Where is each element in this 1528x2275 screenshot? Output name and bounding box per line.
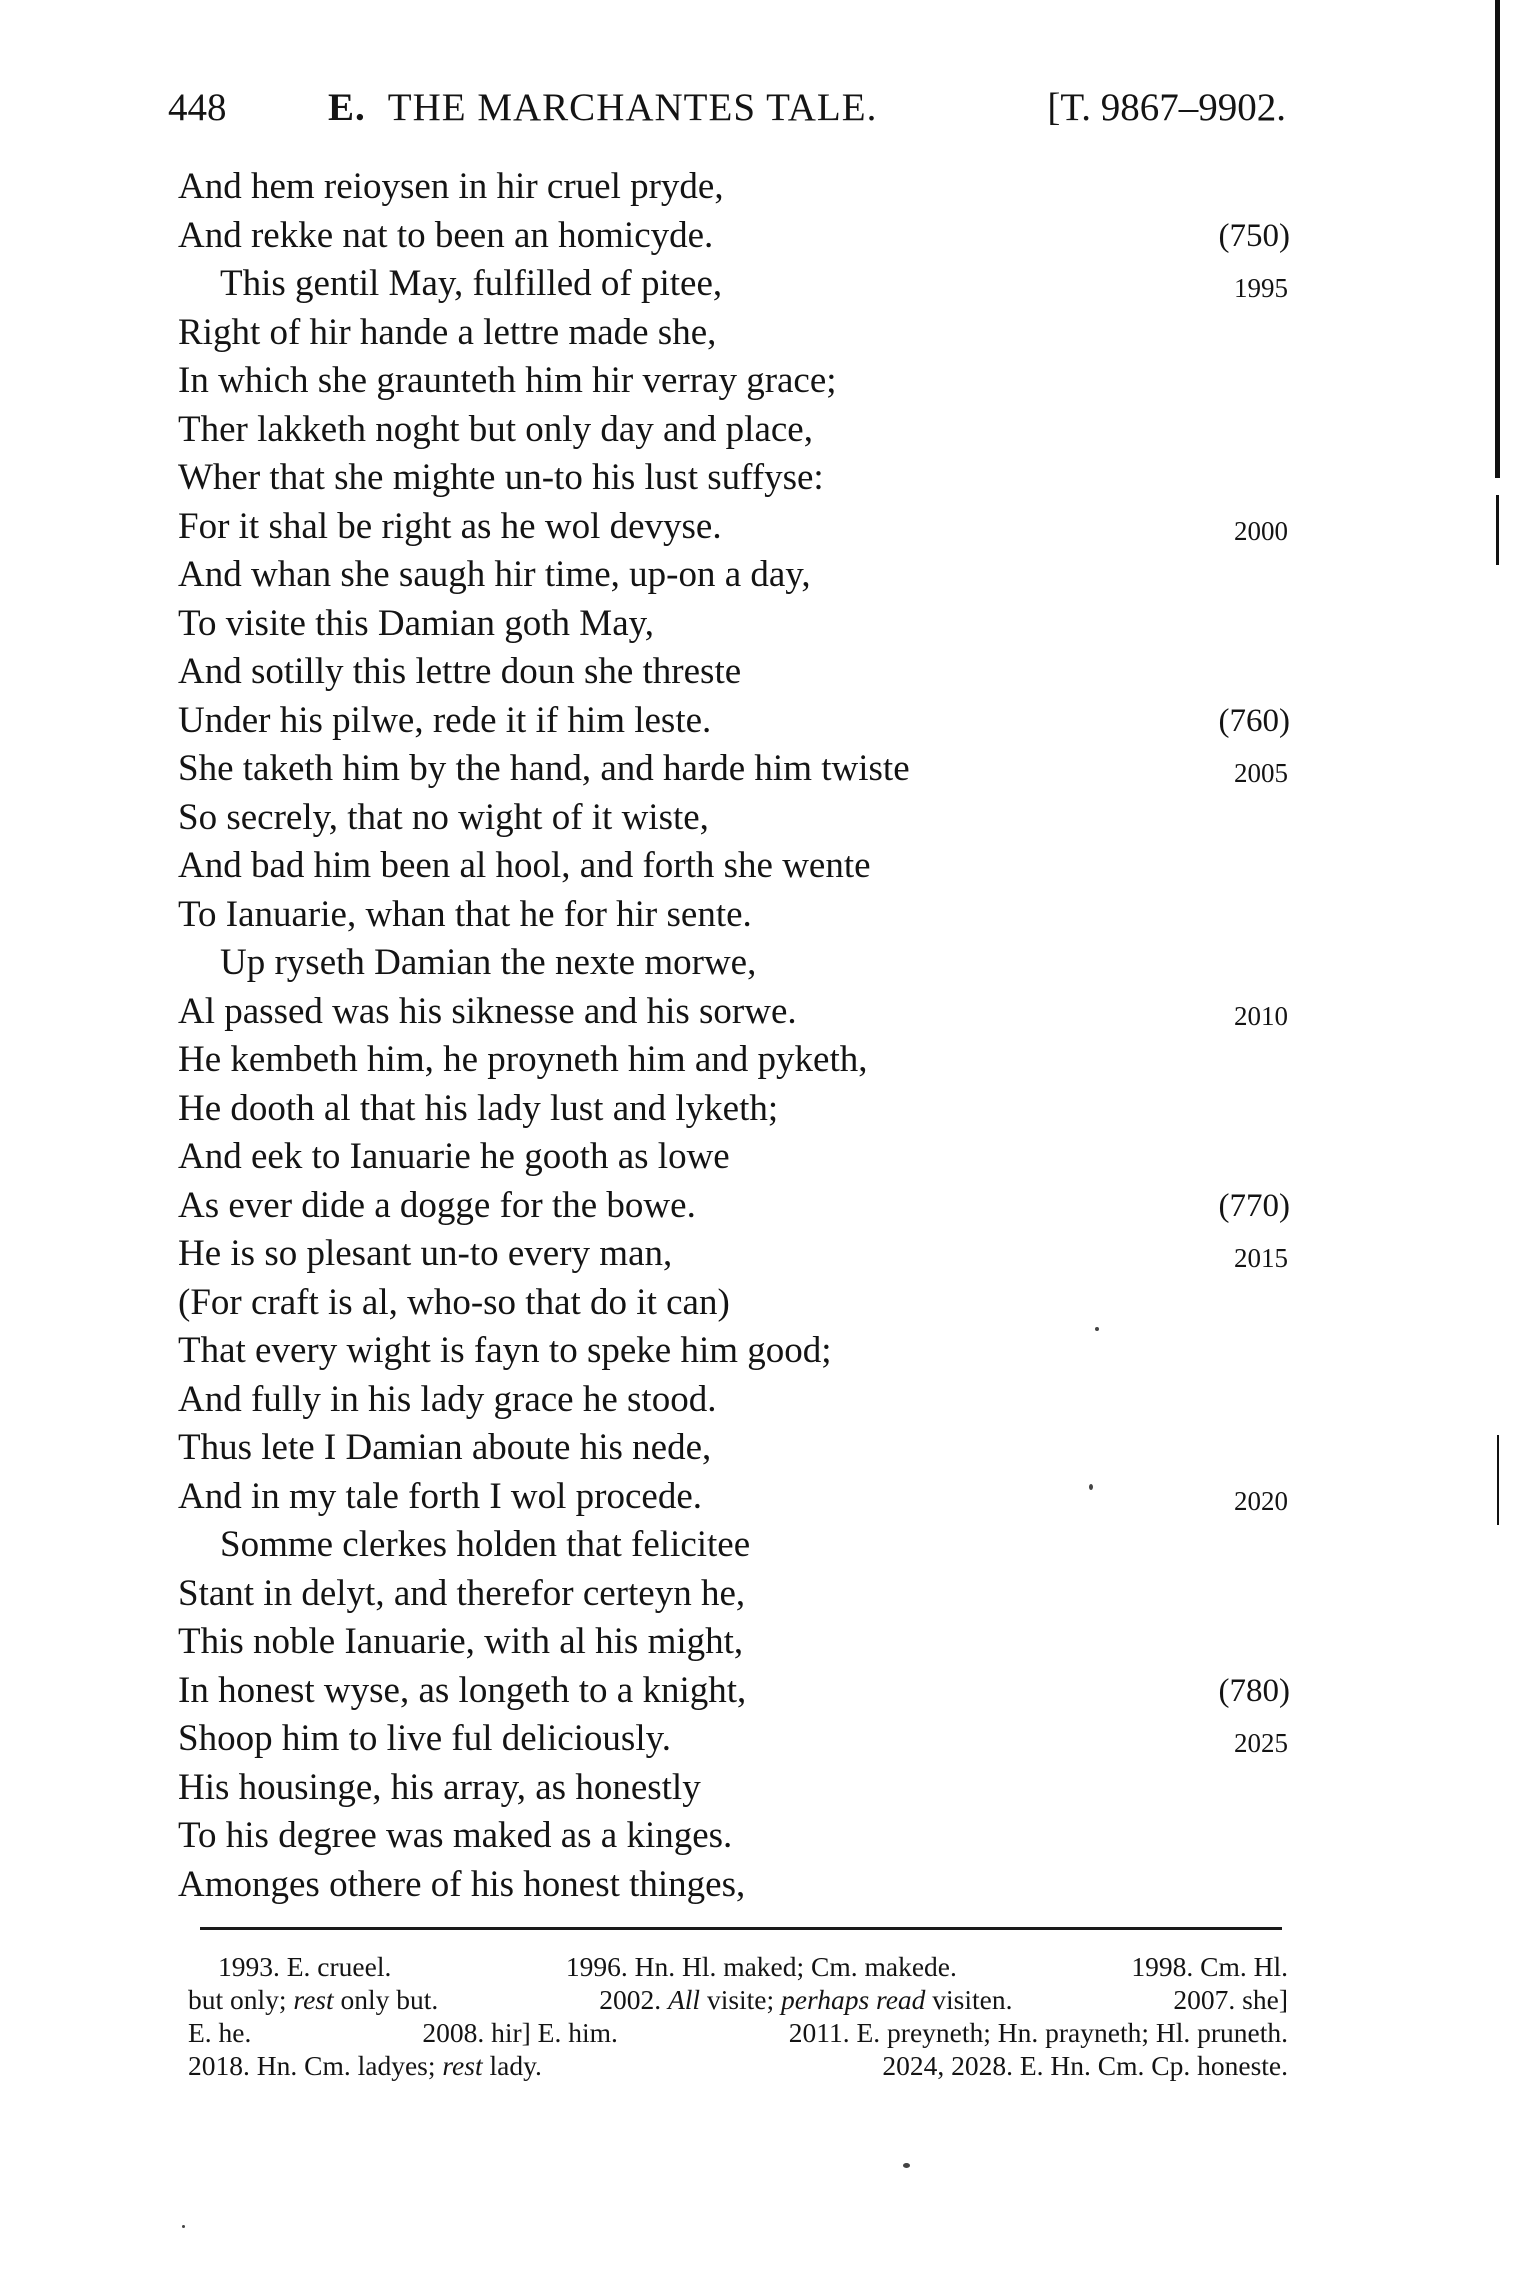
- note-italic: rest: [293, 1984, 334, 2015]
- verse-line: [178, 1133, 1288, 1182]
- verse-line: [178, 1279, 1288, 1328]
- line-number: 2020: [1234, 1485, 1288, 1516]
- line-number: 2010: [1234, 1000, 1288, 1031]
- line-reference: [T. 9867–9902.: [1047, 86, 1286, 129]
- line-number: (760): [1218, 702, 1290, 739]
- note: 1993. E. crueel.: [218, 1951, 392, 1982]
- verse-line: [178, 309, 1288, 358]
- verse-text: And bad him been al hool, and forth she wente: [178, 845, 871, 886]
- verse-line: [178, 551, 1288, 600]
- note: [599, 1983, 1012, 2016]
- verse-line: [178, 1182, 1288, 1231]
- textual-notes: [188, 1950, 1288, 2082]
- scan-edge-mark: [1497, 1435, 1499, 1525]
- verse-line: [178, 212, 1288, 261]
- verse-line: [178, 1715, 1288, 1764]
- verse-text: Somme clerkes holden that felicitee: [220, 1524, 751, 1565]
- note-text: 2002.: [599, 1984, 662, 2015]
- verse-text: To his degree was maked as a kinges.: [178, 1815, 733, 1856]
- verse-text: His housinge, his array, as honestly: [178, 1766, 701, 1808]
- note-italic: rest: [442, 2050, 483, 2081]
- verse-text: And hem reioysen in hir cruel pryde,: [178, 166, 724, 207]
- note: 2007. she]: [1173, 1984, 1288, 2015]
- verse-text: Under his pilwe, rede it if him leste.: [178, 699, 712, 741]
- verse-line: [178, 357, 1288, 406]
- note-text: 2018. Hn. Cm. ladyes;: [188, 2050, 436, 2081]
- verse-line: [178, 1036, 1288, 1085]
- note-line: [188, 1950, 1288, 1983]
- verse-line: [178, 260, 1288, 309]
- verse-line: [178, 1230, 1288, 1279]
- verse-text: Shoop him to live ful deliciously.: [178, 1718, 671, 1759]
- verse-line: [178, 1521, 1288, 1570]
- verse-line: [178, 648, 1288, 697]
- verse-line: [178, 1618, 1288, 1667]
- poem-text: [178, 163, 1288, 1909]
- running-header: [168, 78, 1286, 138]
- scan-edge-mark: [1495, 0, 1500, 478]
- verse-line: [178, 503, 1288, 552]
- page-number: 448: [168, 86, 227, 129]
- note: 1998. Cm. Hl.: [1131, 1951, 1288, 1982]
- verse-text: This noble Ianuarie, with al his might,: [178, 1621, 744, 1662]
- note-text: visiten.: [932, 1984, 1013, 2015]
- line-number: 2015: [1234, 1243, 1288, 1273]
- verse-line: [178, 600, 1288, 649]
- scan-speck: [182, 2225, 185, 2228]
- verse-text: (For craft is al, who-so that do it can): [178, 1281, 730, 1323]
- verse-text: And in my tale forth I wol procede.: [178, 1475, 703, 1517]
- verse-text: Wher that she mighte un-to his lust suffyse:: [178, 457, 824, 498]
- note: 2024, 2028. E. Hn. Cm. Cp. honeste.: [882, 2050, 1288, 2081]
- verse-line: [178, 1861, 1288, 1910]
- note-italic: perhaps read: [781, 1984, 926, 2015]
- verse-line: [178, 1085, 1288, 1134]
- verse-line: [178, 406, 1288, 455]
- verse-line: [178, 1376, 1288, 1425]
- note-line: [188, 1983, 1288, 2016]
- line-number: (780): [1218, 1672, 1290, 1709]
- verse-line: [178, 794, 1288, 843]
- verse-line: [178, 1667, 1288, 1716]
- verse-line: [178, 842, 1288, 891]
- note: E. he.: [188, 2017, 252, 2048]
- note-italic: All: [667, 1984, 701, 2015]
- verse-text: And rekke nat to been an homicyde.: [178, 214, 714, 256]
- verse-text: Ther lakketh noght but only day and place,: [178, 408, 813, 450]
- verse-text: And sotilly this lettre doun she threste: [178, 651, 742, 692]
- line-number: (750): [1218, 217, 1290, 254]
- verse-text: He is so plesant un-to every man,: [178, 1233, 673, 1274]
- verse-text: To Ianuarie, whan that he for hir sente.: [178, 893, 752, 935]
- line-number: 1995: [1234, 273, 1288, 303]
- line-number: 2025: [1234, 1728, 1288, 1758]
- note: [188, 2049, 542, 2082]
- verse-line: [178, 939, 1288, 988]
- verse-text: And fully in his lady grace he stood.: [178, 1378, 717, 1420]
- running-title: [328, 78, 877, 138]
- line-number: 2005: [1234, 758, 1288, 788]
- verse-text: As ever dide a dogge for the bowe.: [178, 1184, 696, 1226]
- verse-text: To visite this Damian goth May,: [178, 602, 654, 644]
- footnote-divider: [200, 1927, 1282, 1930]
- verse-text: He dooth al that his lady lust and lyketh;: [178, 1087, 779, 1129]
- tale-title: THE MARCHANTES TALE.: [387, 86, 878, 129]
- verse-line: [178, 163, 1288, 212]
- scan-speck: [1095, 1327, 1099, 1331]
- note-text: only but.: [340, 1984, 439, 2015]
- verse-text: And whan she saugh hir time, up-on a day,: [178, 554, 811, 595]
- verse-line: [178, 745, 1288, 794]
- verse-text: Al passed was his siknesse and his sorwe.: [178, 990, 797, 1032]
- verse-text: That every wight is fayn to speke him good;: [178, 1330, 832, 1371]
- section-letter: E.: [328, 86, 366, 129]
- verse-text: For it shal be right as he wol devyse.: [178, 505, 722, 547]
- verse-text: She taketh him by the hand, and harde him twiste: [178, 748, 910, 789]
- note-text: but only;: [188, 1984, 287, 2015]
- note: 1996. Hn. Hl. maked; Cm. makede.: [565, 1951, 957, 1982]
- verse-line: [178, 1570, 1288, 1619]
- note-text: visite;: [706, 1984, 775, 2015]
- note: [188, 1983, 438, 2016]
- verse-text: In honest wyse, as longeth to a knight,: [178, 1669, 747, 1711]
- line-number: 2000: [1234, 515, 1288, 546]
- verse-line: [178, 454, 1288, 503]
- verse-line: [178, 1812, 1288, 1861]
- verse-line: [178, 1424, 1288, 1473]
- verse-text: This gentil May, fulfilled of pitee,: [220, 263, 723, 304]
- verse-text: Right of hir hande a lettre made she,: [178, 311, 717, 353]
- verse-line: [178, 697, 1288, 746]
- verse-line: [178, 988, 1288, 1037]
- note-line: [188, 2016, 1288, 2049]
- note-line: [188, 2049, 1288, 2082]
- verse-text: Thus lete I Damian aboute his nede,: [178, 1427, 712, 1468]
- verse-text: He kembeth him, he proyneth him and pyketh,: [178, 1039, 868, 1080]
- line-number: (770): [1218, 1187, 1290, 1224]
- scan-speck: [1089, 1484, 1093, 1490]
- verse-text: In which she graunteth him hir verray grace;: [178, 360, 837, 401]
- verse-line: [178, 891, 1288, 940]
- note: 2008. hir] E. him.: [422, 2017, 618, 2048]
- verse-text: Up ryseth Damian the nexte morwe,: [220, 942, 757, 983]
- verse-text: And eek to Ianuarie he gooth as lowe: [178, 1136, 730, 1177]
- verse-text: Stant in delyt, and therefor certeyn he,: [178, 1572, 746, 1614]
- note: 2011. E. preyneth; Hn. prayneth; Hl. pruneth.: [788, 2017, 1288, 2048]
- scan-edge-mark: [1496, 495, 1499, 565]
- note-text: lady.: [489, 2050, 542, 2081]
- verse-text: So secrely, that no wight of it wiste,: [178, 796, 709, 838]
- verse-text: Amonges othere of his honest thinges,: [178, 1863, 746, 1905]
- scan-speck: [903, 2163, 910, 2168]
- verse-line: [178, 1764, 1288, 1813]
- verse-line: [178, 1473, 1288, 1522]
- verse-line: [178, 1327, 1288, 1376]
